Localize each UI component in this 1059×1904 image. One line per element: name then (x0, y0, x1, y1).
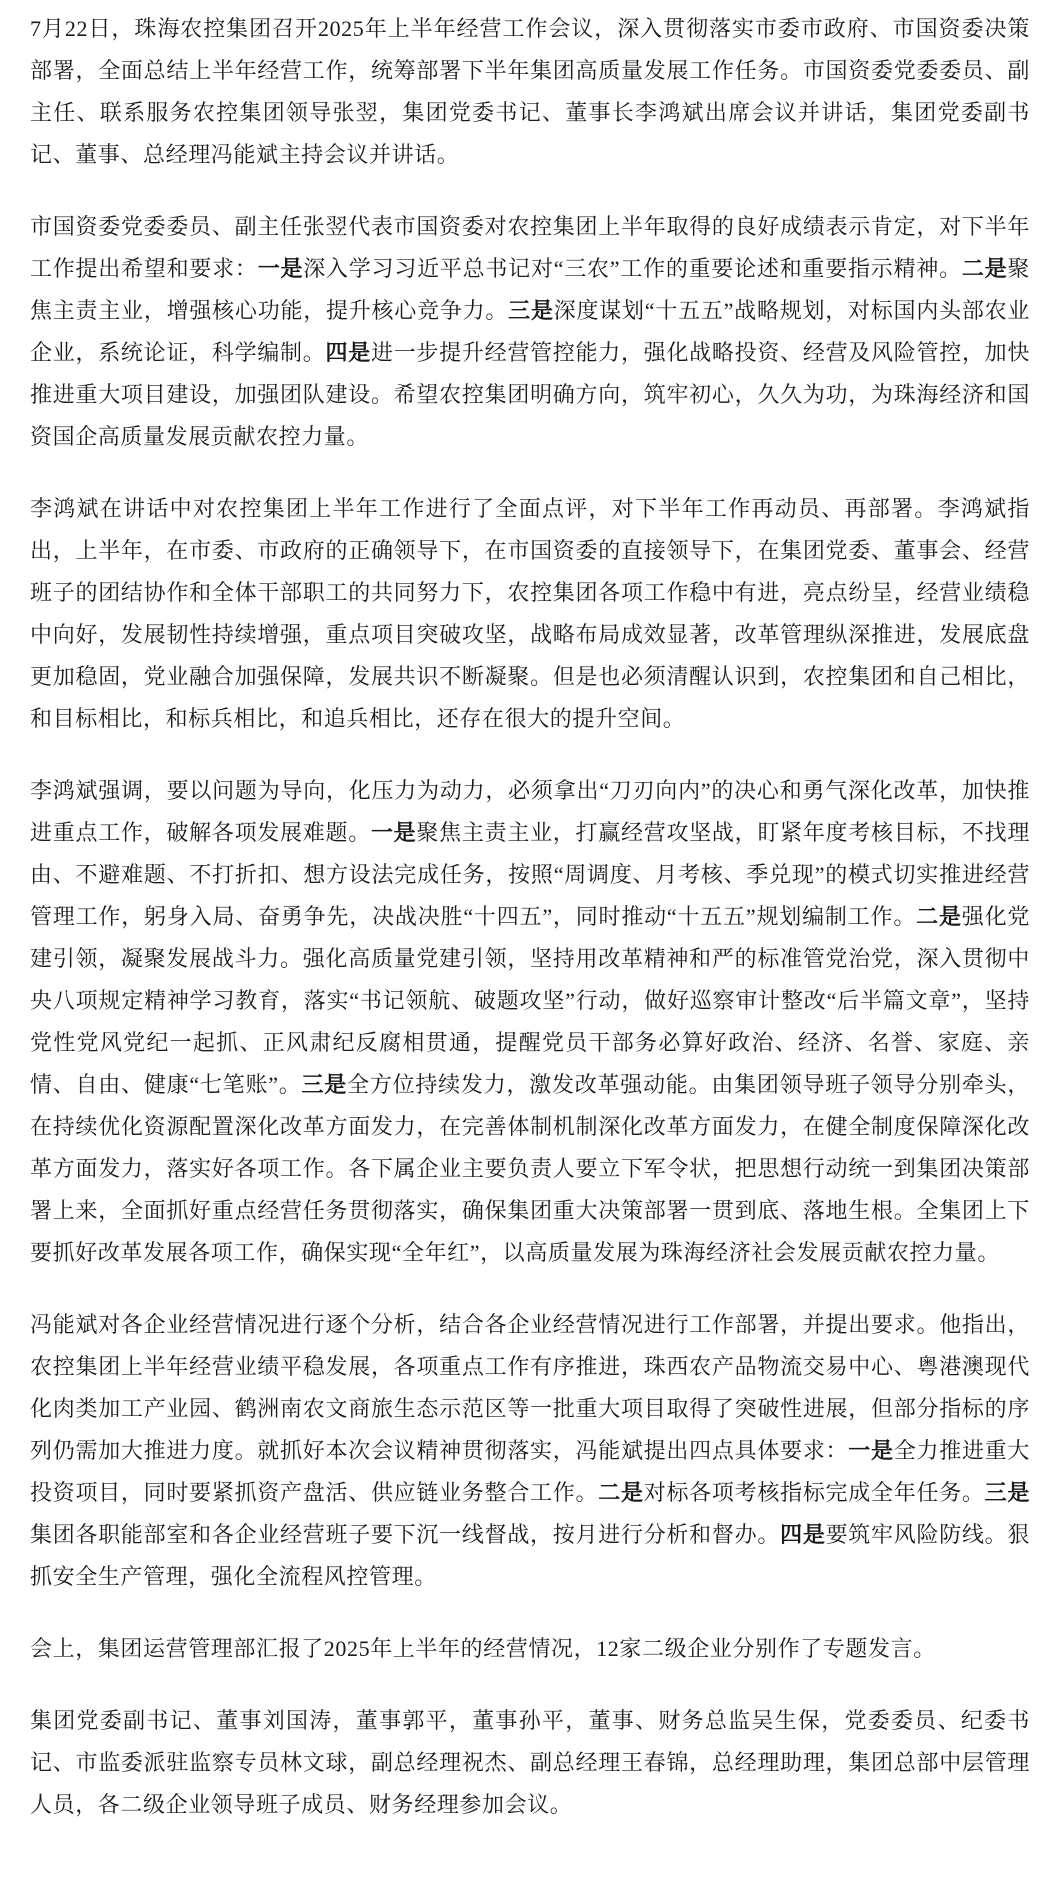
body-text: 集团党委副书记、董事刘国涛，董事郭平，董事孙平，董事、财务总监吴生保，党委委员、纪委书记、市监委派驻监察专员林文球，副总经理祝杰、副总经理王春锦，总经理助理，集团总部中层管理人员，各二级企业领导班子成员、财务经理参加会议。 (30, 1708, 1030, 1817)
paragraph (30, 770, 1030, 1274)
body-text: 全力推进重大投资项目，同时要紧抓资产盘活、供应链业务整合工作。 (30, 1438, 1030, 1505)
paragraph (30, 488, 1030, 740)
body-text: 要筑牢风险防线。狠抓安全生产管理，强化全流程风控管理。 (30, 1522, 1031, 1589)
body-text: 强化党建引领，凝聚发展战斗力。强化高质量党建引领，坚持用改革精神和严的标准管党治党，深入贯彻中央八项规定精神学习教育，落实“书记领航、破题攻坚”行动，做好巡察审计整改“后半篇文章”，坚持党性党风党纪一起抓、正风肃纪反腐相贯通，提醒党员干部务必算好政治、经济、名誉、家庭、亲情、自由、健康“七笔账”。 (30, 904, 1030, 1097)
body-text: 7月22日，珠海农控集团召开2025年上半年经营工作会议，深入贯彻落实市委市政府、市国资委决策部署，全面总结上半年经营工作，统筹部署下半年集团高质量发展工作任务。市国资委党委委员、副主任、联系服务农控集团领导张翌，集团党委书记、董事长李鸿斌出席会议并讲话，集团党委副书记、董事、总经理冯能斌主持会议并讲话。 (30, 16, 1030, 167)
body-text: 李鸿斌强调，要以问题为导向，化压力为动力，必须拿出“刀刃向内”的决心和勇气深化改革，加快推进重点工作，破解各项发展难题。 (30, 778, 1030, 845)
emphasis-text: 二是 (916, 904, 962, 929)
body-text: 李鸿斌在讲话中对农控集团上半年工作进行了全面点评，对下半年工作再动员、再部署。李鸿斌指出，上半年，在市委、市政府的正确领导下，在市国资委的直接领导下，在集团党委、董事会、经营班子的团结协作和全体干部职工的共同努力下，农控集团各项工作稳中有进，亮点纷呈，经营业绩稳中向好，发展韧性持续增强，重点项目突破攻坚，战略布局成效显著，改革管理纵深推进，发展底盘更加稳固，党业融合加强保障，发展共识不断凝聚。但是也必须清醒认识到，农控集团和自己相比，和目标相比，和标兵相比，和追兵相比，还存在很大的提升空间。 (30, 496, 1030, 731)
emphasis-text: 一是 (370, 820, 417, 845)
emphasis-text: 四是 (325, 340, 371, 365)
emphasis-text: 二是 (598, 1480, 644, 1505)
body-text: 深入学习习近平总书记对“三农”工作的重要论述和重要指示精神。 (303, 256, 962, 281)
body-text: 进一步提升经营管控能力，强化战略投资、经营及风险管控，加快推进重大项目建设，加强团队建设。希望农控集团明确方向，筑牢初心，久久为功，为珠海经济和国资国企高质量发展贡献农控力量。 (30, 340, 1031, 449)
paragraph (30, 206, 1030, 458)
body-text: 市国资委党委委员、副主任张翌代表市国资委对农控集团上半年取得的良好成绩表示肯定，对下半年工作提出希望和要求： (30, 214, 1030, 281)
emphasis-text: 三是 (984, 1480, 1031, 1505)
paragraph (30, 1700, 1030, 1826)
body-text: 集团各职能部室和各企业经营班子要下沉一线督战，按月进行分析和督办。 (30, 1522, 781, 1547)
body-text: 全方位持续发力，激发改革强动能。由集团领导班子领导分别牵头，在持续优化资源配置深化改革方面发力，在完善体制机制深化改革方面发力，在健全制度保障深化改革方面发力，落实好各项工作。各下属企业主要负责人要立下军令状，把思想行动统一到集团决策部署上来，全面抓好重点经营任务贯彻落实，确保集团重大决策部署一贯到底、落地生根。全集团上下要抓好改革发展各项工作，确保实现“全年红”，以高质量发展为珠海经济社会发展贡献农控力量。 (30, 1072, 1030, 1265)
body-text: 会上，集团运营管理部汇报了2025年上半年的经营情况，12家二级企业分别作了专题发言。 (30, 1636, 936, 1661)
paragraph (30, 8, 1030, 176)
emphasis-text: 一是 (257, 256, 304, 281)
emphasis-text: 一是 (848, 1438, 894, 1463)
body-text: 聚焦主责主业，打赢经营攻坚战，盯紧年度考核目标，不找理由、不避难题、不打折扣、想方设法完成任务，按照“周调度、月考核、季兑现”的模式切实推进经营管理工作，躬身入局、奋勇争先，决战决胜“十四五”，同时推动“十五五”规划编制工作。 (30, 820, 1030, 929)
emphasis-text: 二是 (961, 256, 1008, 281)
emphasis-text: 四是 (780, 1522, 826, 1547)
emphasis-text: 三是 (508, 298, 554, 323)
emphasis-text: 三是 (301, 1072, 348, 1097)
paragraph (30, 1304, 1030, 1598)
body-text: 对标各项考核指标完成全年任务。 (643, 1480, 985, 1505)
body-text: 聚焦主责主业，增强核心功能，提升核心竞争力。 (30, 256, 1031, 323)
body-text: 冯能斌对各企业经营情况进行逐个分析，结合各企业经营情况进行工作部署，并提出要求。他指出，农控集团上半年经营业绩平稳发展，各项重点工作有序推进，珠西农产品物流交易中心、粤港澳现代化肉类加工产业园、鹤洲南农文商旅生态示范区等一批重大项目取得了突破性进展，但部分指标的序列仍需加大推进力度。就抓好本次会议精神贯彻落实，冯能斌提出四点具体要求： (30, 1312, 1030, 1463)
body-text: 深度谋划“十五五”战略规划，对标国内头部农业企业，系统论证，科学编制。 (30, 298, 1031, 365)
paragraph (30, 1628, 1030, 1670)
